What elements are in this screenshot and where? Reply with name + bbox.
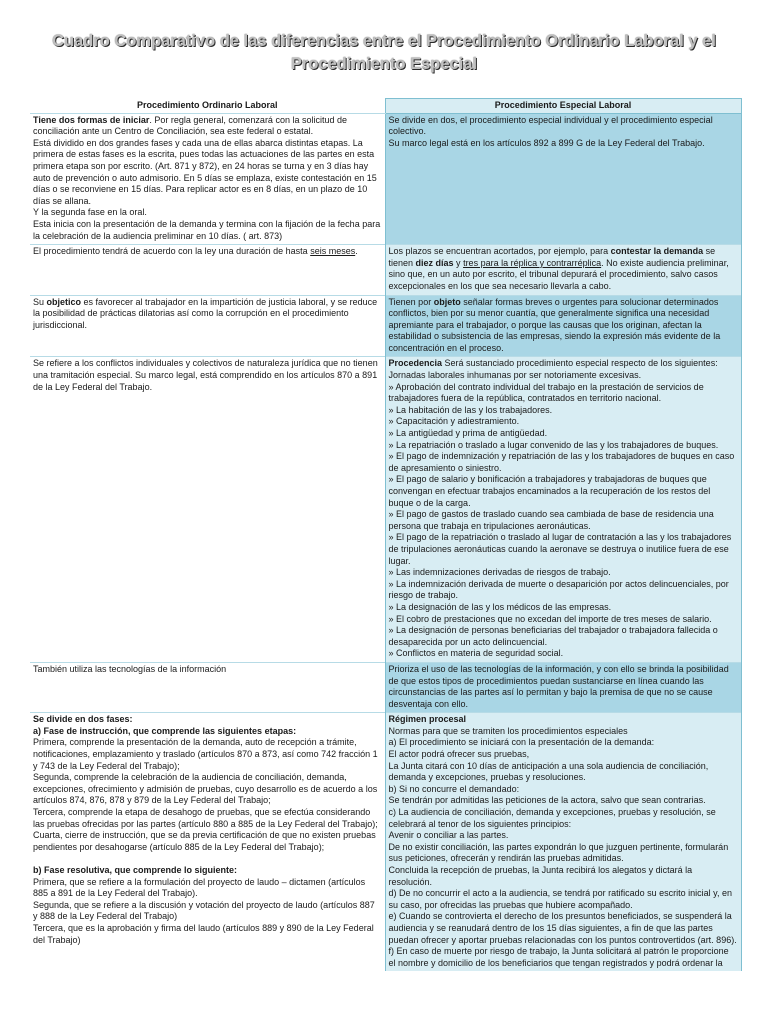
cell-paragraph (389, 382, 738, 405)
text-run: » Capacitación y adiestramiento. (388, 416, 520, 427)
text-run: » La repatriación o traslado a lugar convenido de las y los trabajadores de buques. (388, 439, 719, 450)
cell-paragraph (389, 532, 738, 567)
cell-paragraph (389, 749, 738, 761)
cell-paragraph (33, 830, 382, 853)
cell-paragraph (389, 115, 738, 138)
text-run: Tienen por (388, 296, 434, 307)
cell-paragraph (389, 509, 738, 532)
text-run: Su (33, 296, 47, 307)
cell-paragraph (33, 246, 382, 258)
text-run: Cuarta, cierre de instrucción, que se da previa certificación de que no existen pruebas pendientes por desahogarse (artículo 885 de la Ley Federal del Trabajo); (33, 830, 376, 852)
cell-paragraph (33, 664, 382, 676)
text-run: También utiliza las tecnologías de la información (33, 663, 227, 674)
text-run: De no existir conciliación, las partes expondrán lo que juzguen pertinente, formularán sus peticiones, ofrecerán y rendirán las pruebas admitidas. (388, 841, 729, 864)
cell-paragraph (33, 207, 382, 219)
cell-paragraph (389, 625, 738, 648)
cell-paragraph (389, 297, 738, 355)
text-run: Jornadas laborales inhumanas por ser notoriamente excesivas. (388, 370, 642, 381)
cell-paragraph (389, 614, 738, 626)
comparison-table (30, 98, 742, 971)
cell-paragraph (389, 807, 738, 830)
cell-paragraph (33, 900, 382, 923)
text-run: señalar formas breves o urgentes para solucionar determinados conflictos, bien por su menor cuantía, que generalmente significa una necesidad apremiante para el trabajador, o porque las causas que los originan, afectan la estabilidad o subsistencia de las empresas, siendo la expresión más evidente de la concentración en el proceso. (388, 296, 721, 353)
text-run: Concluida la recepción de pruebas, la Junta recibirá los alegatos y dictará la resolución. (388, 865, 693, 887)
text-run: Tercera, que es la aprobación y firma del laudo (artículos 889 y 890 de la Ley Federal del Trabajo) (33, 922, 374, 945)
bold-text: Tiene dos formas de iniciar (33, 114, 150, 125)
cell-especial (385, 357, 741, 662)
text-run: El procedimiento tendrá de acuerdo con la ley una duración de hasta (33, 246, 311, 257)
cell-paragraph (389, 888, 738, 911)
table-row (30, 713, 741, 972)
table-body (30, 113, 741, 971)
cell-paragraph (389, 830, 738, 842)
text-run: Su marco legal está en los artículos 892 a 899 G de la Ley Federal del Trabajo. (388, 137, 705, 148)
cell-ordinario (30, 295, 385, 357)
text-run: Se tendrán por admitidas las peticiones de la actora, salvo que sean contrarias. (388, 795, 706, 806)
cell-ordinario (30, 245, 385, 295)
underlined-text: seis meses (310, 246, 356, 257)
cell-especial (385, 295, 741, 357)
bold-text: Se divide en dos fases: (33, 714, 133, 725)
cell-paragraph (389, 246, 738, 292)
title-line-1: Cuadro Comparativo de las diferencias entre el Procedimiento Ordinario Laboral y el (52, 32, 716, 50)
underlined-text: tres para la réplica y contrarréplica (463, 257, 602, 268)
cell-paragraph (389, 842, 738, 865)
cell-paragraph (389, 567, 738, 579)
bold-text: contestar la demanda (610, 246, 704, 257)
cell-paragraph (33, 358, 382, 393)
text-run: es favorecer al trabajador en la impartición de justicia laboral, y se reduce la posibilidad de prácticas dilatorias así como la corrupción en el procedimiento jurisdiccional. (33, 296, 378, 330)
text-run: Esta inicia con la presentación de la demanda y termina con la fijación de la fecha para la celebración de la audiencia preliminar en 10 días. ( art. 873) (33, 218, 381, 241)
table-row (30, 662, 741, 712)
text-run: Está dividido en dos grandes fases y cada una de ellas abarca distintas etapas. La primera de estas fases es la escrita, pues todas las actuaciones de las partes en esta primera etapa son por escrito. (Art. 871 y 872), en 24 horas se turna y en 3 días hay auto de prevención o auto admisorio. En 5 días se emplaza, existe contestación en 15 días o se reconviene en 15 días. Para replicar actor es en 8 días, en un plazo de 10 días se allana. (33, 137, 377, 206)
cell-ordinario (30, 662, 385, 712)
table-row (30, 245, 741, 295)
text-run: » El pago de indemnización y repatriación de las y los trabajadores de buques en caso de apresamiento o siniestro. (388, 451, 735, 473)
cell-paragraph (33, 772, 382, 807)
cell-paragraph (389, 416, 738, 428)
cell-paragraph (389, 428, 738, 440)
cell-paragraph (389, 865, 738, 888)
cell-ordinario (30, 113, 385, 245)
cell-paragraph (33, 877, 382, 900)
cell-paragraph (33, 923, 382, 946)
text-run: » La designación de las y los médicos de las empresas. (388, 601, 612, 612)
text-run: . No existe audiencia preliminar, sino que, en un auto por escrito, el tribunal depurará el procedimiento, salvo casos excepcionales en los que sea necesario llevarla a cabo. (388, 257, 729, 291)
cell-paragraph (389, 784, 738, 796)
cell-paragraph (33, 737, 382, 772)
cell-paragraph (389, 370, 738, 382)
text-run: Primera, que se refiere a la formulación del proyecto de laudo – dictamen (artículos 885 a 891 de la Ley Federal del Trabajo). (33, 876, 366, 899)
cell-paragraph (389, 946, 738, 969)
text-run: Tercera, comprende la etapa de desahogo de pruebas, que se efectúa considerando las pruebas ofrecidas por las partes (artículo 880 a 885 de la Ley Federal del Trabajo); (33, 807, 378, 829)
text-run: Se divide en dos, el procedimiento especial individual y el procedimiento especial colectivo. (388, 114, 713, 137)
cell-paragraph (389, 440, 738, 452)
cell-paragraph (389, 451, 738, 474)
text-run: f) En caso de muerte por riesgo de trabajo, la Junta solicitará al patrón le proporcione el nombre y domicilio de los beneficiarios que tengan registrados y podrá ordenar la (388, 946, 729, 968)
cell-paragraph (33, 865, 382, 877)
cell-paragraph (389, 726, 738, 738)
bold-text: Procedencia (388, 358, 443, 369)
cell-paragraph (389, 138, 738, 150)
text-run: Los plazos se encuentran acortados, por ejemplo, para (388, 246, 611, 257)
table-row (30, 295, 741, 357)
cell-paragraph (389, 664, 738, 710)
table-header-row (30, 99, 741, 114)
cell-paragraph (33, 726, 382, 738)
cell-paragraph (389, 579, 738, 602)
cell-paragraph (389, 795, 738, 807)
table-row (30, 357, 741, 662)
text-run: » La designación de personas beneficiarias del trabajador o trabajadora fallecida o desaparecida por un acto delincuencial. (388, 625, 718, 647)
bold-text: diez días (415, 257, 454, 268)
text-run: » La habitación de las y los trabajadores. (388, 404, 553, 415)
cell-paragraph (33, 297, 382, 332)
text-run: Y la segunda fase en la oral. (33, 207, 147, 218)
text-run: » La antigüedad y prima de antigüedad. (388, 428, 548, 439)
cell-paragraph (33, 138, 382, 208)
text-run: Normas para que se tramiten los procedimientos especiales (388, 725, 628, 736)
text-run: » El pago de gastos de traslado cuando sea cambiada de base de residencia una persona que trabaja en tripulaciones aeronáuticas. (388, 509, 714, 531)
text-run: c) La audiencia de conciliación, demanda y excepciones, pruebas y resolución, se celebrará al tenor de los siguientes principios: (388, 807, 716, 829)
text-run: d) De no concurrir el acto a la audiencia, se tendrá por ratificado su escrito inicial y, en su caso, por ofrecidas las pruebas que hubiere acompañado. (388, 888, 733, 910)
cell-paragraph (33, 714, 382, 726)
cell-paragraph (33, 219, 382, 242)
text-run: y (453, 257, 464, 268)
cell-especial (385, 113, 741, 245)
text-run: . Por regla general, comenzará con la solicitud de conciliación ante un Centro de Conciliación, sea este federal o estatal. (33, 114, 347, 137)
cell-paragraph (389, 737, 738, 749)
text-run: b) Si no concurre el demandado: (388, 783, 520, 794)
bold-text: objetico (46, 296, 82, 307)
text-run: Será sustanciado procedimiento especial respecto de los siguientes: (442, 358, 718, 369)
cell-paragraph (389, 602, 738, 614)
cell-especial (385, 662, 741, 712)
bold-text: a) Fase de instrucción, que comprende las siguientes etapas: (33, 725, 297, 736)
cell-paragraph (33, 115, 382, 138)
cell-paragraph (389, 648, 738, 660)
text-run: Segunda, comprende la celebración de la audiencia de conciliación, demanda, excepciones, ofrecimiento y admisión de pruebas, cuyo desarrollo es de acuerdo a los artículos 874, 876, 878 y 879 de la Ley Federal del Trabajo; (33, 772, 378, 806)
text-run: » Conflictos en materia de seguridad social. (388, 648, 564, 659)
text-run: . (355, 246, 358, 257)
cell-especial (385, 245, 741, 295)
cell-especial (385, 713, 741, 972)
text-run: » Las indemnizaciones derivadas de riesgos de trabajo. (388, 567, 611, 578)
paragraph-gap (33, 853, 382, 865)
text-run: El actor podrá ofrecer sus pruebas, (388, 749, 530, 760)
text-run: Avenir o conciliar a las partes. (388, 830, 509, 841)
header-ordinario: Procedimiento Ordinario Laboral (30, 99, 385, 114)
cell-paragraph (389, 761, 738, 784)
cell-ordinario (30, 357, 385, 662)
text-run: » El pago de la repatriación o traslado al lugar de contratación a las y los trabajadores de tripulaciones aeronáuticas cuando la aeronave se destruya o inutilice fuera de ese lugar. (388, 532, 732, 566)
text-run: a) El procedimiento se iniciará con la presentación de la demanda: (388, 737, 655, 748)
cell-paragraph (389, 714, 738, 726)
text-run: Prioriza el uso de las tecnologías de la información, y con ello se brinda la posibilidad de que estos tipos de procedimientos puedan sustanciarse en línea cuando las circunstancias de las partes así lo permitan y bajo la premisa de que no se cause desventaja con ello. (388, 663, 729, 709)
text-run: » El pago de salario y bonificación a trabajadores y trabajadoras de buques que convengan en efectuar trabajos encaminados a la recuperación de los restos del buque o de la carga. (388, 474, 711, 508)
cell-paragraph (389, 474, 738, 509)
cell-paragraph (33, 807, 382, 830)
bold-text: objeto (433, 296, 461, 307)
text-run: » El cobro de prestaciones que no excedan del importe de tres meses de salario. (388, 613, 712, 624)
table-row (30, 113, 741, 245)
text-run: Se refiere a los conflictos individuales y colectivos de naturaleza jurídica que no tienen una tramitación especial. Su marco legal, está comprendido en los artículos 870 a 891 de la Ley Federal del Trabajo. (33, 358, 378, 392)
header-especial: Procedimiento Especial Laboral (385, 99, 741, 114)
text-run: se tienen (388, 246, 716, 268)
text-run: Primera, comprende la presentación de la demanda, auto de recepción a trámite, notificaciones, emplazamiento y traslado (artículos 870 a 873, así como 742 fracción 1 y 743 de la Ley Federal del Trabajo); (33, 737, 378, 771)
cell-paragraph (389, 911, 738, 946)
bold-text: Régimen procesal (388, 714, 467, 725)
text-run: La Junta citará con 10 días de anticipación a una sola audiencia de conciliación, demanda y excepciones, pruebas y resoluciones. (388, 760, 709, 783)
bold-text: b) Fase resolutiva, que comprende lo siguiente: (33, 865, 238, 875)
text-run: e) Cuando se controvierta el derecho de los presuntos beneficiados, se suspenderá la audiencia y se reanudará dentro de los 15 días siguientes, a fin de que las partes puedan ofrecer y aportar pruebas relacionadas con los puntos controvertidos (art. 896). (388, 911, 737, 945)
document-title (0, 30, 768, 76)
title-line-2: Procedimiento Especial (290, 55, 478, 73)
cell-paragraph (389, 405, 738, 417)
cell-ordinario (30, 713, 385, 972)
cell-paragraph (389, 358, 738, 370)
text-run: » La indemnización derivada de muerte o desaparición por actos delincuenciales, por riesgo de trabajo. (388, 578, 729, 601)
text-run: Segunda, que se refiere a la discusión y votación del proyecto de laudo (artículos 887 y 888 de la Ley Federal del Trabajo) (33, 899, 375, 922)
text-run: » Aprobación del contrato individual del trabajo en la prestación de servicios de trabajadores fuera de la república, contratados en territorio nacional. (388, 381, 704, 404)
